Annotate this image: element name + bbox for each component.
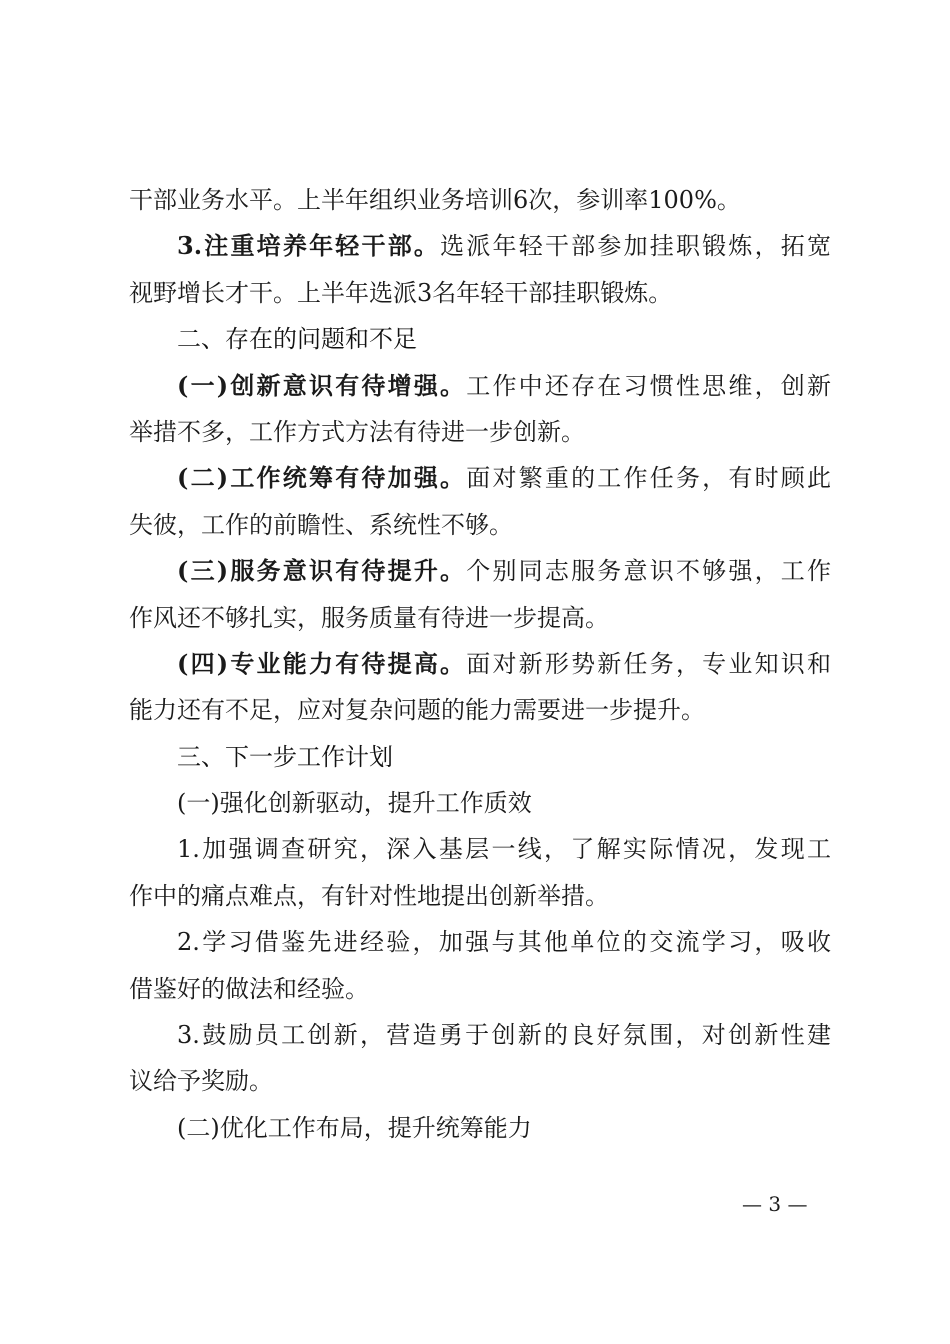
- body-text: 作中的痛点难点，有针对性地提出创新举措。: [129, 881, 609, 910]
- item-lead: (三)服务意识有待提升。: [177, 556, 467, 586]
- item-lead: 3.注重培养年轻干部。: [177, 231, 441, 261]
- body-line: [129, 966, 831, 1012]
- body-line: [129, 409, 831, 455]
- body-text: 借鉴好的做法和经验。: [129, 974, 369, 1003]
- section-heading-text: 三、下一步工作计划: [177, 742, 393, 771]
- item-lead: (四)专业能力有待提高。: [177, 648, 467, 678]
- body-text: 失彼，工作的前瞻性、系统性不够。: [129, 510, 513, 539]
- body-line: [129, 502, 831, 548]
- body-line: [129, 1058, 831, 1104]
- body-line: [129, 687, 831, 733]
- body-line: [129, 873, 831, 919]
- subsection-heading-text: (一)强化创新驱动，提升工作质效: [177, 789, 532, 818]
- body-text: 举措不多，工作方式方法有待进一步创新。: [129, 417, 585, 446]
- numbered-item-3: [129, 223, 831, 269]
- body-text: 干部业务水平。上半年组织业务培训6次，参训率100%。: [129, 186, 741, 214]
- problem-item-2: [129, 455, 831, 501]
- item-lead: (二)工作统筹有待加强。: [177, 463, 467, 493]
- plan-item-3: [129, 1012, 831, 1058]
- plan-item-2: [129, 919, 831, 965]
- body-text: 个别同志服务意识不够强，工作: [466, 557, 831, 586]
- body-text: 面对繁重的工作任务，有时顾此: [466, 464, 831, 493]
- body-text: 能力还有不足，应对复杂问题的能力需要进一步提升。: [129, 696, 705, 725]
- body-line: [129, 595, 831, 641]
- plan-item-1: [129, 826, 831, 872]
- problem-item-1: [129, 363, 831, 409]
- body-text: 选派年轻干部参加挂职锻炼，拓宽: [440, 232, 831, 261]
- subsection-heading-text: (二)优化工作布局，提升统筹能力: [177, 1113, 532, 1142]
- body-text: 面对新形势新任务，专业知识和: [466, 649, 831, 678]
- body-text: 作风还不够扎实，服务质量有待进一步提高。: [129, 603, 609, 632]
- subsection-heading-layout: [129, 1105, 831, 1151]
- problem-item-4: [129, 641, 831, 687]
- body-text: 工作中还存在习惯性思维，创新: [466, 371, 831, 400]
- subsection-heading-innovation: [129, 780, 831, 826]
- body-line: [129, 177, 831, 223]
- problem-item-3: [129, 548, 831, 594]
- section-heading-plan: [129, 734, 831, 780]
- body-text: 议给予奖励。: [129, 1067, 273, 1096]
- body-text: 3.鼓励员工创新，营造勇于创新的良好氛围，对创新性建: [177, 1021, 831, 1050]
- document-body: [129, 177, 831, 1151]
- item-lead: (一)创新意识有待增强。: [177, 370, 467, 400]
- body-text: 2.学习借鉴先进经验，加强与其他单位的交流学习，吸收: [177, 928, 831, 957]
- section-heading-text: 二、存在的问题和不足: [177, 325, 417, 354]
- body-text: 视野增长才干。上半年选派3名年轻干部挂职锻炼。: [129, 278, 673, 307]
- section-heading-problems: [129, 316, 831, 362]
- page-number: — 3 —: [742, 1192, 808, 1216]
- body-text: 1.加强调查研究，深入基层一线，了解实际情况，发现工: [177, 835, 831, 864]
- body-line: [129, 270, 831, 316]
